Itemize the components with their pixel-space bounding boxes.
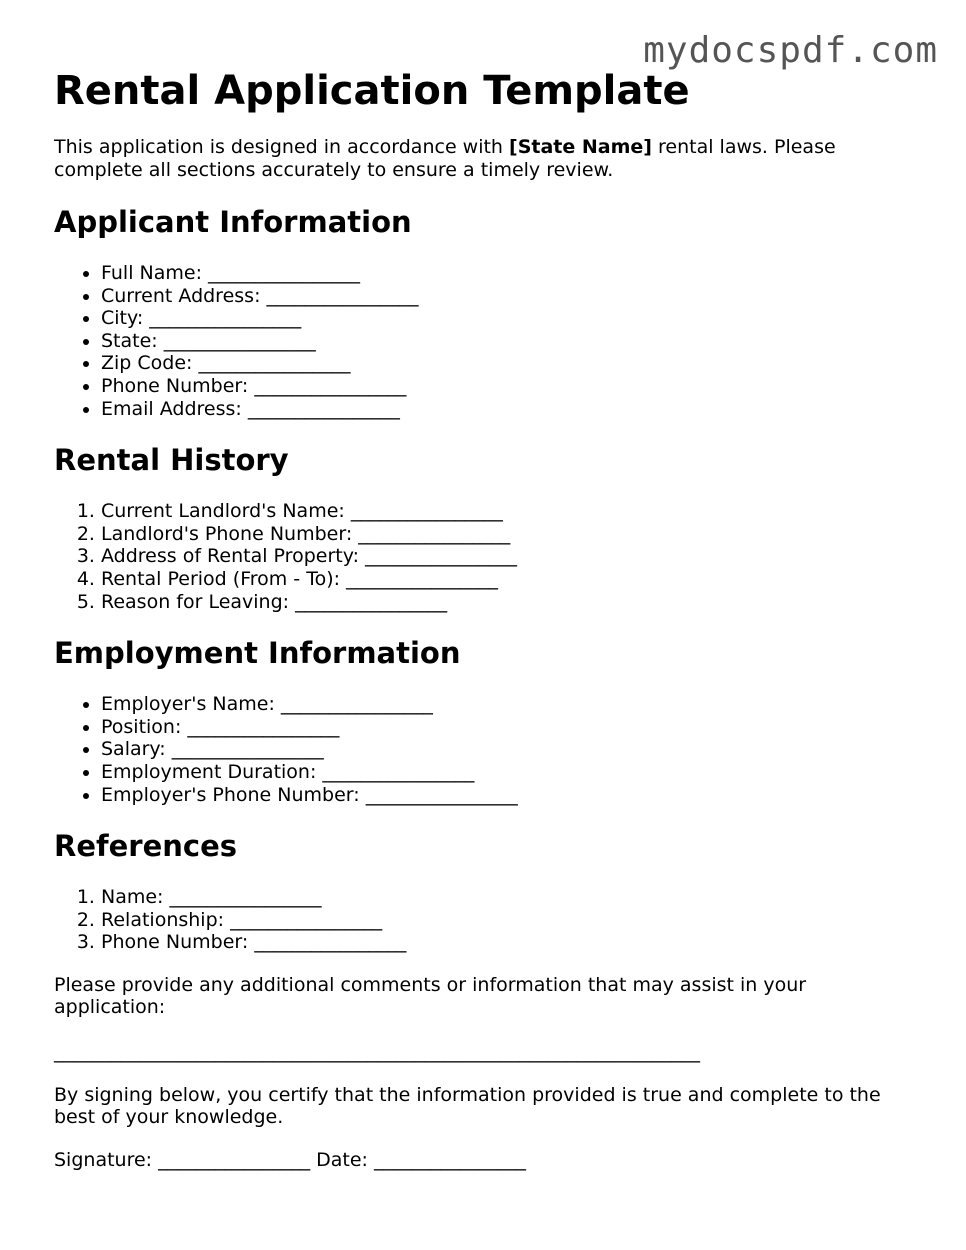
employment-field-employer-phone: • Employer's Phone Number: ________________ [101,784,914,807]
reference-field-phone-number: 3. Phone Number: ________________ [101,931,914,954]
intro-text-before: This application is designed in accordance with [54,136,510,158]
intro-text-after: rental laws. Please complete all sections accurately to ensure a timely review. [54,136,836,181]
applicant-field-full-name: • Full Name: ________________ [101,262,914,285]
rental-field-rental-period: 4. Rental Period (From - To): ________________ [101,568,914,591]
section-heading-employment: Employment Information [54,636,461,671]
rental-history-list [54,500,914,613]
applicant-field-zip-code: • Zip Code: ________________ [101,352,914,375]
applicant-list [54,262,914,420]
watermark: mydocspdf.com [643,30,938,71]
employment-field-employer-name: • Employer's Name: ________________ [101,693,914,716]
applicant-field-current-address: • Current Address: ________________ [101,285,914,308]
page-title: Rental Application Template [54,68,690,114]
rental-field-reason-for-leaving: 5. Reason for Leaving: ________________ [101,591,914,614]
comments-blank-line: ____________________________________________________________________ [54,1041,700,1064]
references-list [54,886,914,954]
rental-field-landlord-name: 1. Current Landlord's Name: ________________ [101,500,914,523]
employment-field-duration: • Employment Duration: ________________ [101,761,914,784]
document-page [54,66,914,1171]
reference-field-name: 1. Name: ________________ [101,886,914,909]
employment-field-position: • Position: ________________ [101,716,914,739]
certification-text: By signing below, you certify that the information provided is true and complete to the best of your knowledge. [54,1083,881,1129]
employment-list [54,693,914,806]
section-heading-references: References [54,829,238,864]
rental-field-landlord-phone: 2. Landlord's Phone Number: ________________ [101,523,914,546]
applicant-field-phone-number: • Phone Number: ________________ [101,375,914,398]
rental-field-property-address: 3. Address of Rental Property: ________________ [101,545,914,568]
section-heading-applicant: Applicant Information [54,205,412,239]
reference-field-relationship: 2. Relationship: ________________ [101,909,914,932]
state-name-placeholder: [State Name] [509,136,652,158]
section-heading-rental-history: Rental History [54,443,289,478]
signature-date-line: Signature: ________________ Date: ________________ [54,1148,526,1171]
applicant-field-city: • City: ________________ [101,307,914,330]
applicant-field-email-address: • Email Address: ________________ [101,398,914,421]
employment-field-salary: • Salary: ________________ [101,738,914,761]
comments-prompt: Please provide any additional comments or information that may assist in your application: [54,973,807,1019]
applicant-field-state: • State: ________________ [101,330,914,353]
intro-paragraph [54,136,914,182]
